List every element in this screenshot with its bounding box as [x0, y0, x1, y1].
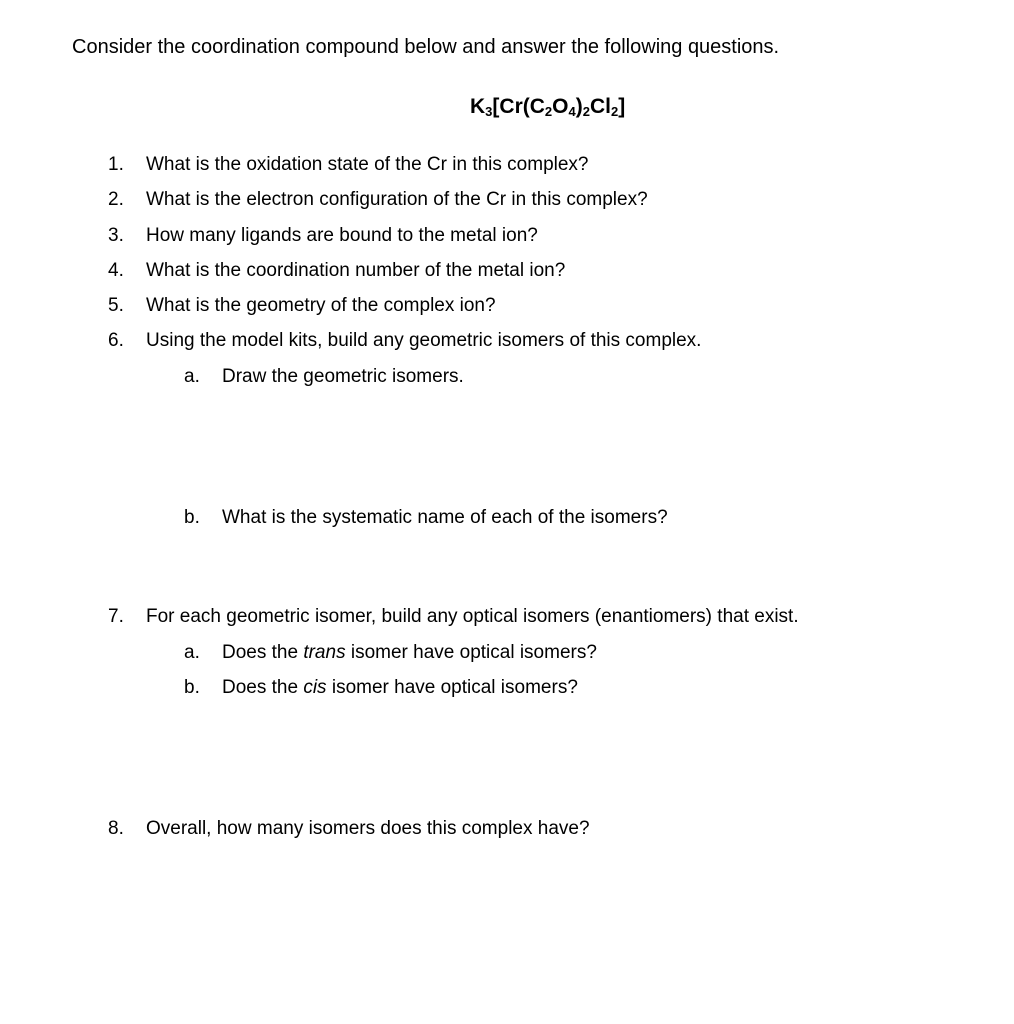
question-text: For each geometric isomer, build any optical isomers (enantiomers) that exist. [146, 606, 799, 627]
emphasis-cis: cis [303, 677, 327, 698]
subquestion-letter: b. [184, 677, 200, 698]
question-number: 6. [108, 330, 124, 351]
question-number: 7. [108, 606, 124, 627]
question-text: What is the coordination number of the metal ion? [146, 260, 566, 281]
intro-text: Consider the coordination compound below and answer the following questions. [72, 36, 780, 58]
question-number: 2. [108, 189, 124, 210]
question-text: What is the geometry of the complex ion? [146, 295, 496, 316]
question-text: Overall, how many isomers does this complex have? [146, 818, 590, 839]
question-text: What is the oxidation state of the Cr in this complex? [146, 154, 589, 175]
question-number: 3. [108, 225, 124, 246]
question-number: 4. [108, 260, 124, 281]
subquestion-letter: b. [184, 507, 200, 528]
emphasis-trans: trans [303, 642, 346, 663]
question-number: 1. [108, 154, 124, 175]
question-text: What is the electron configuration of the Cr in this complex? [146, 189, 648, 210]
subquestion-text: Draw the geometric isomers. [222, 366, 464, 387]
chemical-formula: $K_3[Cr(C_2O_4)_2Cl_2]$ [470, 95, 626, 119]
subquestion-text: Does the cis isomer have optical isomers? [222, 677, 578, 698]
subquestion-text: Does the trans isomer have optical isomers? [222, 642, 597, 663]
question-number: 5. [108, 295, 124, 316]
question-number: 8. [108, 818, 124, 839]
question-text: How many ligands are bound to the metal ion? [146, 225, 538, 246]
subquestion-letter: a. [184, 642, 200, 663]
question-text: Using the model kits, build any geometric isomers of this complex. [146, 330, 702, 351]
subquestion-text: What is the systematic name of each of the isomers? [222, 507, 668, 528]
subquestion-letter: a. [184, 366, 200, 387]
